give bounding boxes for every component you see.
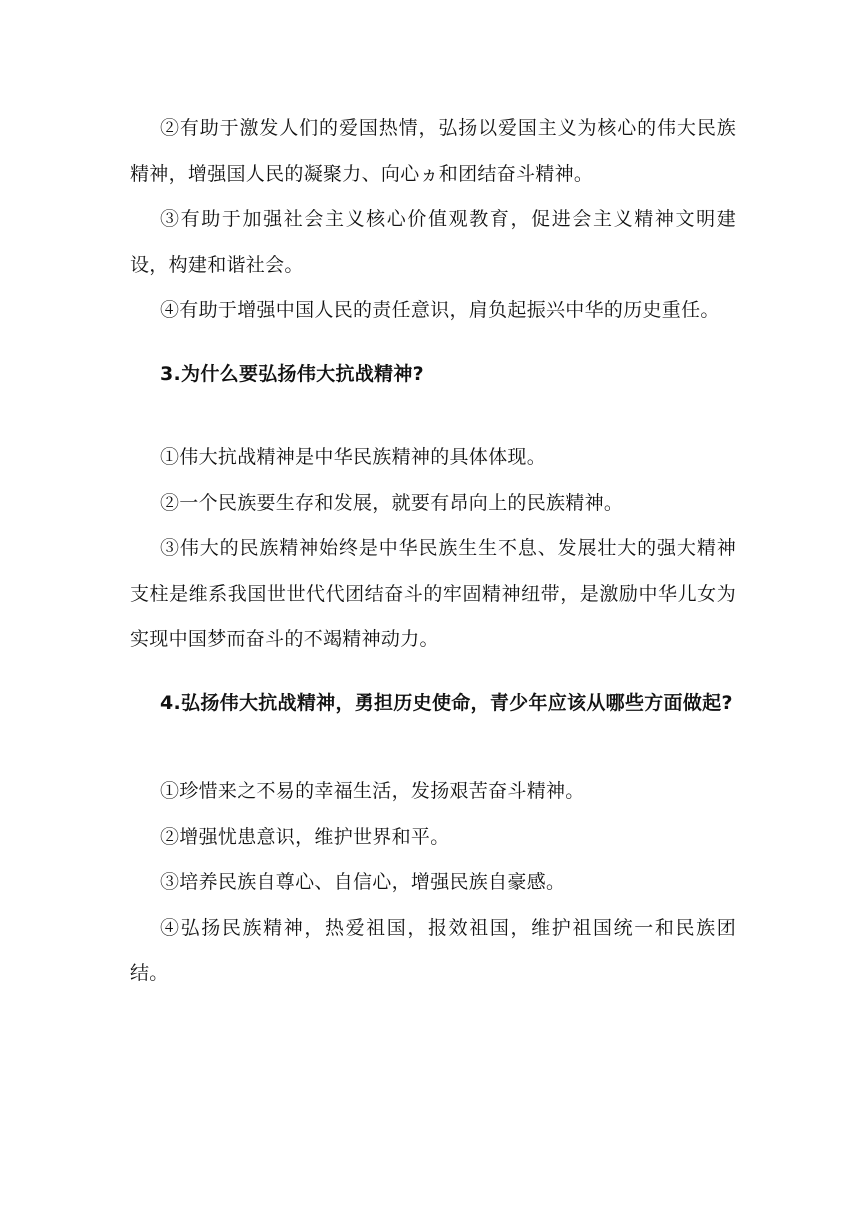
- section3-point-3: ③伟大的民族精神始终是中华民族生生不息、发展壮大的强大精神支柱是维系我国世世代代团结奋斗的牢固精神纽带，是激励中华儿女为实现中国梦而奋斗的不竭精神动力。: [130, 537, 736, 650]
- spacer: [130, 663, 736, 681]
- section3-point-1: ①伟大抗战精神是中华民族精神的具体体现。: [160, 446, 547, 468]
- section2-point-3: ③有助于加强社会主义核心价值观教育，促进会主义精神文明建设，构建和谐社会。: [130, 208, 736, 276]
- spacer: [130, 726, 736, 769]
- section2-point-2: ②有助于激发人们的爱国热情，弘扬以爱国主义为核心的伟大民族精神，增强国人民的凝聚力、向心ヵ和团结奋斗精神。: [130, 117, 736, 185]
- section2-point-4: ④有助于增强中国人民的责任意识，肩负起振兴中华的历史重任。: [160, 299, 720, 321]
- section4-heading: 4.弘扬伟大抗战精神，勇担历史使命，青少年应该从哪些方面做起?: [160, 691, 733, 714]
- spacer: [130, 397, 736, 435]
- section3-heading: 3.为什么要弘扬伟大抗战精神?: [160, 362, 424, 385]
- section3-point-2: ②一个民族要生存和发展，就要有昂向上的民族精神。: [160, 491, 624, 514]
- section4-point-3: ③培养民族自尊心、自信心，增强民族自豪感。: [160, 871, 566, 893]
- section4-point-4: ④弘扬民族精神，热爱祖国，报效祖国，维护祖国统一和民族团结。: [130, 916, 736, 984]
- spacer: [130, 334, 736, 352]
- section4-point-1: ①珍惜来之不易的幸福生活，发扬艰苦奋斗精神。: [160, 780, 585, 802]
- document-body: [130, 106, 736, 997]
- section4-point-2: ②增强忧患意识，维护世界和平。: [160, 825, 450, 848]
